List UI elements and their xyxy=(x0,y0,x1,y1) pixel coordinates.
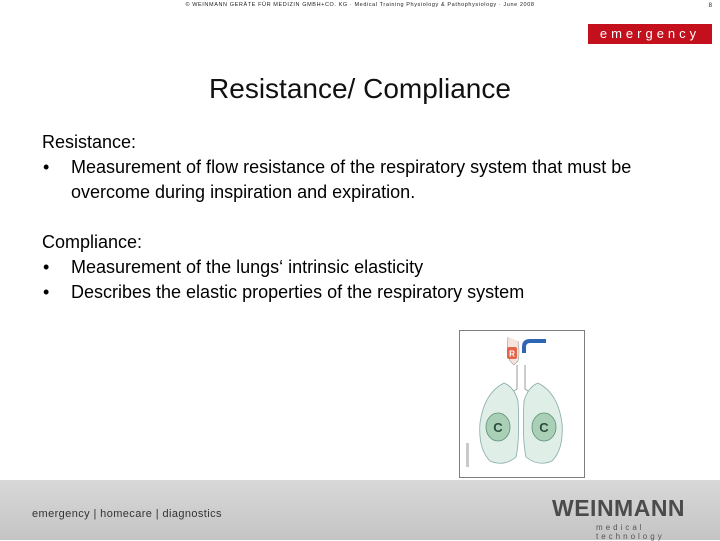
logo-wordmark: WEINMANN xyxy=(552,495,686,521)
bullet-icon: • xyxy=(43,157,50,177)
bullet-item xyxy=(42,280,682,305)
slide-title: Resistance/ Compliance xyxy=(209,73,511,104)
bullet-text: Measurement of the lungs‘ intrinsic elasticity xyxy=(71,257,424,277)
footer-tagline: emergency | homecare | diagnostics xyxy=(32,508,222,520)
footer-bar xyxy=(0,480,720,540)
resistance-label: R xyxy=(509,349,515,359)
trachea xyxy=(517,365,525,389)
bullet-icon: • xyxy=(43,282,50,302)
resistance-heading: Resistance: xyxy=(42,132,137,152)
bullet-icon: • xyxy=(43,257,50,277)
emergency-tag: emergency xyxy=(588,24,712,44)
slide-content xyxy=(42,130,682,305)
bullet-item xyxy=(42,155,682,205)
resistance-section xyxy=(42,130,682,205)
page-number: 8 xyxy=(708,3,712,9)
bullet-text: Describes the elastic properties of the respiratory system xyxy=(71,282,525,302)
ventilation-tube xyxy=(524,341,546,353)
image-credit-mark xyxy=(466,443,469,467)
left-compliance-label: C xyxy=(493,420,503,435)
compliance-section xyxy=(42,230,682,305)
right-compliance-label: C xyxy=(539,420,549,435)
logo-subtitle: medical technology xyxy=(596,523,665,541)
weinmann-logo xyxy=(552,489,712,541)
copyright-header: © WEINMANN GERÄTE FÜR MEDIZIN GMBH+CO. KG · Medical Training Physiology & Pathophysiology · June 2008 xyxy=(185,2,535,8)
lung-diagram-svg xyxy=(460,331,584,477)
bullet-text: Measurement of flow resistance of the respiratory system that must be overcome during inspiration and expiration. xyxy=(71,157,632,202)
lung-diagram-image xyxy=(459,330,585,478)
bullet-item xyxy=(42,255,682,280)
compliance-heading: Compliance: xyxy=(42,232,143,252)
